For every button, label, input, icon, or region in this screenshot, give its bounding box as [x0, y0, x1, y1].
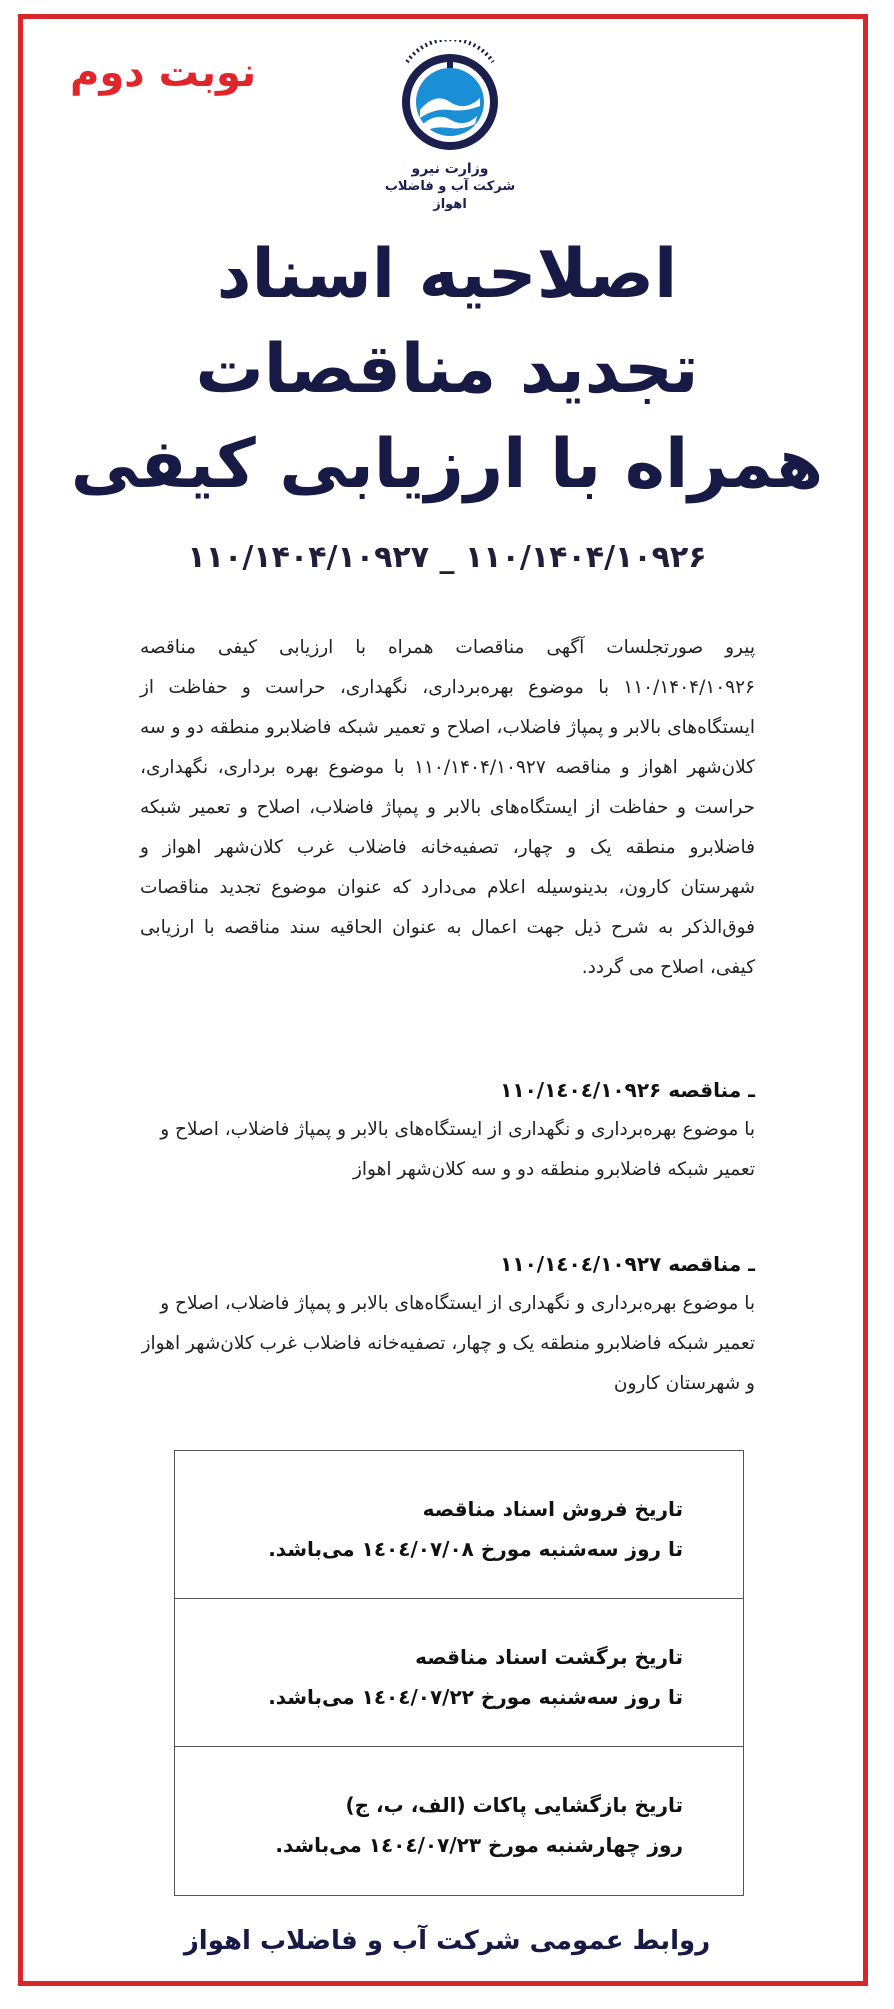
tender-description: با موضوع بهره‌برداری و نگهداری از ایستگاه‌های بالابر و پمپاژ فاضلاب، اصلاح و تعمیر شبکه فاضلابرو منطقه یک و چهار، تصفیه‌خانه فاضلاب غرب کلان‌شهر اهواز و شهرستان کارون	[141, 1293, 755, 1394]
date-label: تاریخ بازگشایی پاکات (الف، ب، ج)	[345, 1793, 683, 1817]
headline-line-2: تجدید مناقصات	[195, 330, 699, 409]
date-row-return	[175, 1599, 743, 1747]
tender-description: با موضوع بهره‌برداری و نگهداری از ایستگاه‌های بالابر و پمپاژ فاضلاب، اصلاح و تعمیر شبکه فاضلابرو منطقه دو و سه کلان‌شهر اهواز	[160, 1119, 755, 1180]
tender-numbers: ۱۱۰/۱۴۰۴/۱۰۹۲۶ _ ۱۱۰/۱۴۰۴/۱۰۹۲۷	[187, 540, 707, 575]
publication-round-stamp: نوبت دوم	[70, 50, 257, 96]
tender-title: ـ مناقصه ۱۱۰/۱٤۰٤/۱۰۹۲۷	[500, 1252, 755, 1276]
date-row-sale	[175, 1451, 743, 1599]
date-value: روز چهارشنبه مورخ ۱٤۰٤/۰۷/۲۳ می‌باشد.	[275, 1833, 683, 1857]
tender-title: ـ مناقصه ۱۱۰/۱٤۰٤/۱۰۹۲۶	[500, 1078, 755, 1102]
date-label: تاریخ فروش اسناد مناقصه	[422, 1497, 683, 1521]
public-relations-signature: روابط عمومی شرکت آب و فاضلاب اهواز	[183, 1926, 711, 1956]
tender-item	[140, 1244, 755, 1404]
water-drop-logo-icon	[385, 40, 515, 160]
announcement-body: پیرو صورتجلسات آگهی مناقصات همراه با ارزیابی کیفی مناقصه ۱۱۰/۱۴۰۴/۱۰۹۲۶ با موضوع بهره‌برداری، نگهداری، حراست و حفاظت از ایستگاه‌های بالابر و پمپاژ فاضلاب، اصلاح و تعمیر شبکه فاضلابرو منطقه دو و سه کلان‌شهر اهواز و مناقصه ۱۱۰/۱۴۰۴/۱۰۹۲۷ با موضوع بهره برداری، نگهداری، حراست و حفاظت از ایستگاه‌های بالابر و پمپاژ فاضلاب، اصلاح و تعمیر شبکه فاضلابرو منطقه یک و چهار، تصفیه‌خانه فاضلاب غرب کلان‌شهر اهواز و شهرستان کارون، بدینوسیله اعلام می‌دارد که عنوان موضوع تجدید مناقصات فوق‌الذکر به شرح ذیل جهت اعمال به عنوان الحاقیه سند مناقصه با ارزیابی کیفی، اصلاح می گردد.	[140, 637, 755, 978]
date-row-opening	[175, 1747, 743, 1895]
date-value: تا روز سه‌شنبه مورخ ۱٤۰٤/۰۷/۲۲ می‌باشد.	[268, 1685, 683, 1709]
dates-table	[174, 1450, 744, 1896]
logo-ministry-label: وزارت نیرو	[411, 161, 489, 177]
date-value: تا روز سه‌شنبه مورخ ۱٤۰٤/۰۷/۰۸ می‌باشد.	[268, 1537, 683, 1561]
logo-company-label: شرکت آب و فاضلاب اهواز	[384, 179, 516, 212]
company-logo	[370, 40, 530, 210]
date-label: تاریخ برگشت اسناد مناقصه	[415, 1645, 683, 1669]
headline-line-3: همراه با ارزیابی کیفی	[70, 425, 824, 504]
tender-item	[140, 1070, 755, 1190]
headline-line-1: اصلاحیه اسناد	[216, 235, 678, 314]
